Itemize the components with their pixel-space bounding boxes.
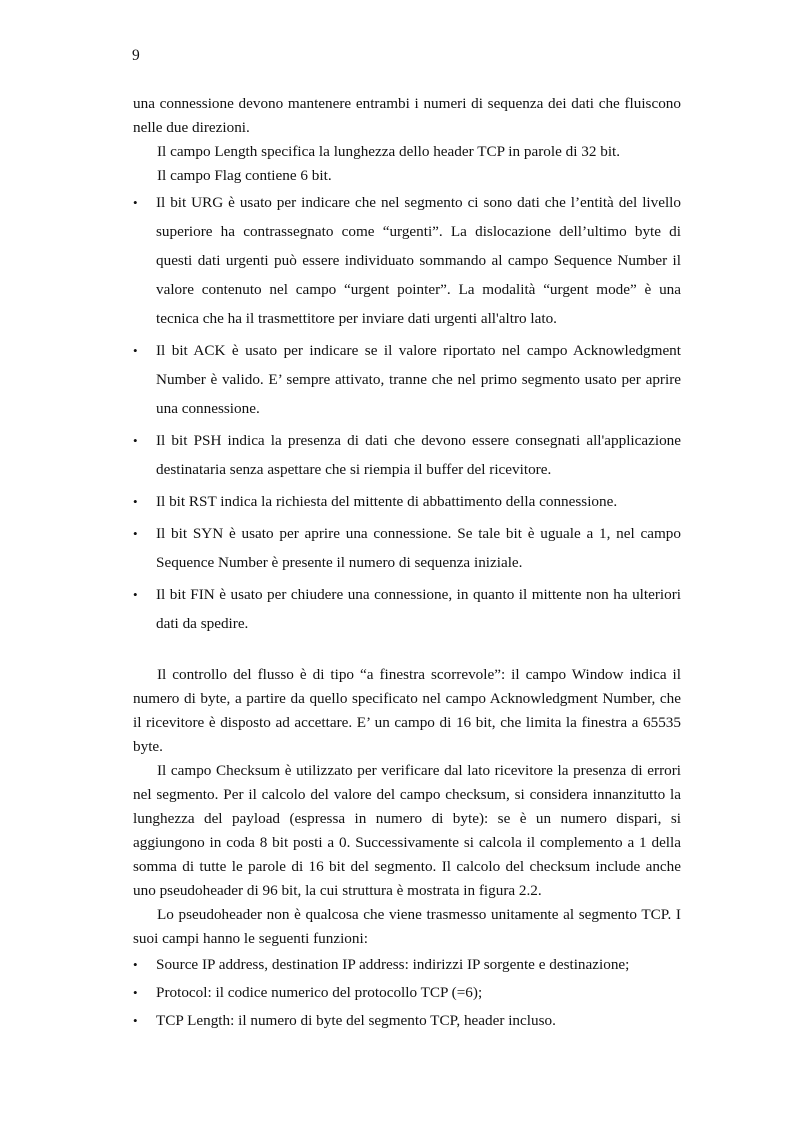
list-item-text: Il bit SYN è usato per aprire una connessione. Se tale bit è uguale a 1, nel campo Sequence Number è presente il numero di sequenza iniziale.	[156, 525, 681, 571]
pseudoheader-fields-list	[133, 951, 681, 1034]
list-item-psh	[133, 426, 681, 484]
bullet-icon: •	[133, 587, 138, 602]
bullet-icon: •	[133, 1013, 138, 1028]
list-item-text: Source IP address, destination IP address: indirizzi IP sorgente e destinazione;	[156, 956, 630, 973]
list-item-rst	[133, 487, 681, 516]
bullet-icon: •	[133, 433, 138, 448]
list-item-ip-addresses	[133, 951, 681, 978]
list-item-protocol	[133, 979, 681, 1006]
bullet-icon: •	[133, 195, 138, 210]
bullet-icon: •	[133, 343, 138, 358]
page-body	[133, 92, 681, 1035]
flag-bits-list	[133, 188, 681, 638]
paragraph-flow-control: Il controllo del flusso è di tipo “a finestra scorrevole”: il campo Window indica il numero di byte, a partire da quello specificato nel campo Acknowledgment Number, che il ricevitore è disposto ad accettare. E’ un campo di 16 bit, che limita la finestra a 65535 byte.	[133, 666, 681, 755]
list-item-text: Il bit FIN è usato per chiudere una connessione, in quanto il mittente non ha ulteriori dati da spedire.	[156, 586, 681, 632]
paragraph-pseudoheader: Lo pseudoheader non è qualcosa che viene trasmesso unitamente al segmento TCP. I suoi campi hanno le seguenti funzioni:	[133, 906, 681, 947]
list-item-text: Il bit PSH indica la presenza di dati che devono essere consegnati all'applicazione destinataria senza aspettare che si riempia il buffer del ricevitore.	[156, 432, 681, 478]
page-number: 9	[132, 47, 140, 64]
list-item-text: Protocol: il codice numerico del protocollo TCP (=6);	[156, 984, 483, 1001]
paragraph-length-field: Il campo Length specifica la lunghezza dello header TCP in parole di 32 bit.	[157, 143, 621, 160]
paragraph-checksum: Il campo Checksum è utilizzato per verificare dal lato ricevitore la presenza di errori nel segmento. Per il calcolo del valore del campo checksum, si considera innanzitutto la lunghezza del payload (espressa in numero di byte): se è un numero dispari, si aggiungono in coda 8 bit posti a 0. Successivamente si calcola il complemento a 1 della somma di tutte le parole di 16 bit del segmento. Il calcolo del checksum include anche uno pseudoheader di 96 bit, la cui struttura è mostrata in figura 2.2.	[133, 762, 681, 899]
paragraph-flag-field: Il campo Flag contiene 6 bit.	[157, 167, 332, 184]
bullet-icon: •	[133, 526, 138, 541]
section-spacer	[133, 641, 681, 663]
list-item-text: Il bit ACK è usato per indicare se il valore riportato nel campo Acknowledgment Number è valido. E’ sempre attivato, tranne che nel primo segmento usato per aprire una connessione.	[156, 342, 681, 417]
list-item-tcp-length	[133, 1007, 681, 1034]
paragraph-sequence-numbers: una connessione devono mantenere entrambi i numeri di sequenza dei dati che fluiscono nelle due direzioni.	[133, 95, 681, 136]
list-item-fin	[133, 580, 681, 638]
list-item-urg	[133, 188, 681, 333]
bullet-icon: •	[133, 985, 138, 1000]
bullet-icon: •	[133, 494, 138, 509]
bullet-icon: •	[133, 957, 138, 972]
list-item-text: TCP Length: il numero di byte del segmento TCP, header incluso.	[156, 1012, 556, 1029]
list-item-text: Il bit URG è usato per indicare che nel segmento ci sono dati che l’entità del livello superiore ha contrassegnato come “urgenti”. La dislocazione dell’ultimo byte di questi dati urgenti può essere individuato sommando al campo Sequence Number il valore contenuto nel campo “urgent pointer”. La modalità “urgent mode” è una tecnica che ha il trasmettitore per inviare dati urgenti all'altro lato.	[156, 194, 681, 327]
list-item-syn	[133, 519, 681, 577]
list-item-text: Il bit RST indica la richiesta del mittente di abbattimento della connessione.	[156, 493, 618, 510]
list-item-ack	[133, 336, 681, 423]
